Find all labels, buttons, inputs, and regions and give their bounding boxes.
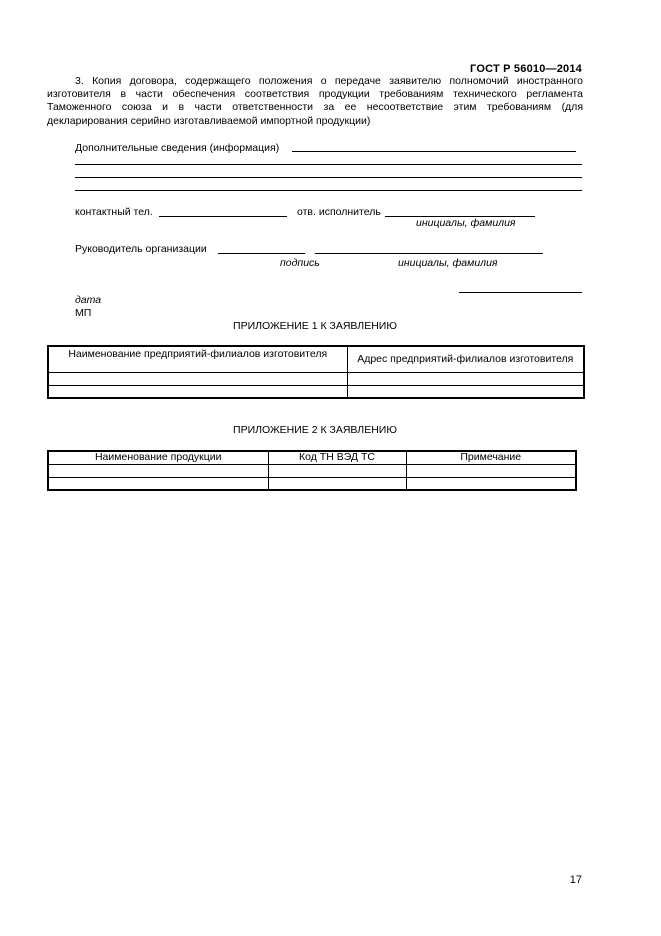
- table-header-cell: Адрес предприятий-филиалов изготовителя: [347, 346, 584, 372]
- table-cell: [48, 464, 268, 477]
- seal-label: МП: [75, 307, 92, 319]
- table-header-row: [48, 346, 584, 372]
- signature-line: [218, 253, 305, 254]
- appendix-1-title: ПРИЛОЖЕНИЕ 1 К ЗАЯВЛЕНИЮ: [233, 320, 397, 332]
- table-cell: [347, 385, 584, 398]
- head-name-line: [315, 253, 543, 254]
- additional-info-line-2: [75, 164, 582, 165]
- additional-info-line-3: [75, 177, 582, 178]
- date-line: [459, 292, 582, 293]
- table-cell: [268, 464, 406, 477]
- date-caption: дата: [75, 294, 102, 306]
- paragraph-text: 3. Копия договора, содержащего положения о передаче заявителю полномочий иностранного изготовителя в части обеспечения соответствия продукции требованиям технического регламента Таможенного союза и в части ответственности за ее несоответствие этим требованиям (для декларирования серийно изготавливаемой импортной продукции): [47, 75, 583, 127]
- initials-caption-2: инициалы, фамилия: [398, 257, 498, 269]
- appendix-2-title: ПРИЛОЖЕНИЕ 2 К ЗАЯВЛЕНИЮ: [233, 424, 397, 436]
- additional-info-label: Дополнительные сведения (информация): [75, 142, 280, 154]
- table-row: [48, 464, 576, 477]
- appendix-2-table: [47, 450, 577, 491]
- table-header-cell: Наименование продукции: [48, 451, 268, 464]
- table-cell: [268, 477, 406, 490]
- table-cell: [48, 372, 347, 385]
- table-row: [48, 372, 584, 385]
- table-cell: [48, 385, 347, 398]
- table-cell: [406, 464, 576, 477]
- additional-info-line-1: [292, 151, 576, 152]
- additional-info-line-4: [75, 190, 582, 191]
- head-label: Руководитель организации: [75, 243, 207, 255]
- appendix-1-table: [47, 345, 585, 399]
- initials-caption-1: инициалы, фамилия: [416, 217, 516, 229]
- document-code: ГОСТ Р 56010—2014: [470, 63, 582, 75]
- table-cell: [347, 372, 584, 385]
- table-row: [48, 385, 584, 398]
- table-cell: [48, 477, 268, 490]
- responsible-label: отв. исполнитель: [297, 206, 381, 218]
- table-header-cell: Примечание: [406, 451, 576, 464]
- paragraph-item-3: [47, 75, 583, 128]
- contact-phone-label: контактный тел.: [75, 206, 153, 218]
- table-header-cell: Наименование предприятий-филиалов изготовителя: [48, 346, 347, 372]
- table-row: [48, 477, 576, 490]
- signature-caption: подпись: [280, 257, 320, 269]
- table-header-cell: Код ТН ВЭД ТС: [268, 451, 406, 464]
- page-number: 17: [569, 874, 582, 886]
- table-header-row: [48, 451, 576, 464]
- contact-phone-line: [159, 216, 287, 217]
- table-cell: [406, 477, 576, 490]
